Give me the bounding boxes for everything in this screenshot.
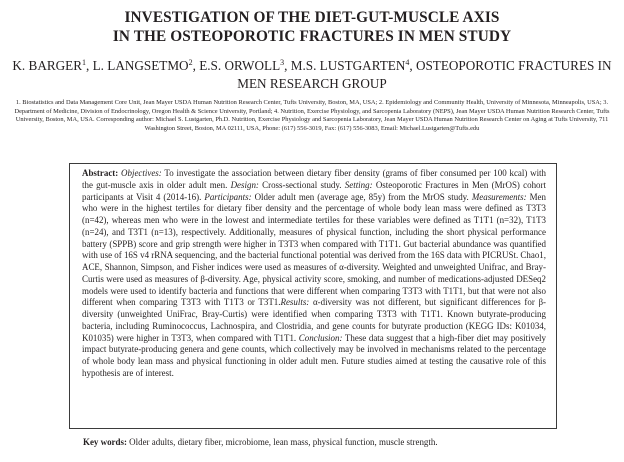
abstract-section-text: α-diversity was not different, but significant differences for β-diversity (unweighted UniFrac, Bray-Curtis) were identified when comparing T3T3 with T1T1. Known butyrate-producing bacteria, including Ruminococcus, Lachnospira, and Clostridia, and gene counts for butyrate production (KEGG IDs: K01034, K01035) were higher in T3T3, when compared with T1T1. bbox=[82, 297, 546, 343]
author-affiliation-number: 4 bbox=[405, 58, 410, 67]
title-line-2: IN THE OSTEOPOROTIC FRACTURES IN MEN STUDY bbox=[112, 28, 512, 45]
author-affiliation-number: 3 bbox=[280, 58, 285, 67]
keywords bbox=[83, 437, 553, 448]
abstract-section-heading: Design: bbox=[230, 179, 259, 190]
abstract-section-text: Older adult men (average age, 85y) from the MrOS study. bbox=[251, 191, 472, 202]
author-name: E.S. ORWOLL bbox=[199, 58, 281, 73]
abstract-section-text: Osteoporotic Fractures in Men (MrOS) cohort participants at Visit 4 (2014-16). bbox=[82, 179, 546, 202]
abstract-label: Abstract: bbox=[82, 168, 119, 178]
research-group: OSTEOPOROTIC FRACTURES IN MEN RESEARCH GROUP bbox=[237, 58, 612, 91]
keywords-label: Key words: bbox=[83, 437, 127, 447]
author-separator: , bbox=[86, 58, 93, 73]
abstract-section-heading: Measurements: bbox=[471, 191, 527, 202]
abstract-section-heading: Results: bbox=[280, 297, 310, 308]
abstract-section-heading: Objectives: bbox=[121, 168, 162, 178]
abstract-section-heading: Setting: bbox=[344, 179, 373, 190]
paper-title bbox=[0, 8, 624, 46]
keywords-text: Older adults, dietary fiber, microbiome, lean mass, physical function, muscle strength. bbox=[126, 437, 438, 447]
author-separator: , bbox=[192, 58, 200, 73]
abstract-section-heading: Participants: bbox=[204, 191, 252, 202]
author-name: K. BARGER bbox=[12, 58, 83, 73]
abstract-section-text: Men who were in the highest tertiles for dietary fiber density and the percentage of whole body lean mass were defined as T3T3 (n=42), whereas men who were in the lowest and intermediate tertiles for these variables were defined as T1T1 (n=32), T1T3 (n=24), and T3T1 (n=13), respectively. Additionally, measures of physical function, including the short physical performance battery (SPPB) score and grip strength were higher in T3T3 when compared with T1T1. Gut bacterial abundance was quantified with use of 16S v4 rRNA sequencing, and the bacterial functional potential was derived from the 16S data with PICRUSt. Chao1, ACE, Shannon, Simpson, and Fisher indices were used as measures of α-diversity. Weighted and unweighted Unifrac, and Bray-Curtis were used as measures of β-diversity. Age, physical activity score, smoking, and number of medications-adjusted DESeq2 models were used to identify bacteria and functions that were different when comparing T3T3 with T1T1, but that were not also different when comparing T3T3 with T1T3 or T3T1. bbox=[82, 191, 546, 308]
abstract-section-text: These data suggest that a high-fiber diet may positively impact butyrate-producing genera and gene counts, which collectively may be involved in mechanisms related to the percentage of whole body lean mass and physical functioning in older adult men. Future studies aimed at testing the causative role of this hypothesis are of interest. bbox=[82, 332, 546, 378]
author-name: M.S. LUSTGARTEN bbox=[290, 58, 406, 73]
author-list bbox=[0, 57, 624, 93]
author-separator: , bbox=[409, 58, 416, 73]
abstract-box bbox=[69, 163, 557, 429]
author-affiliation-number: 1 bbox=[82, 58, 87, 67]
abstract-section-heading: Conclusion: bbox=[298, 332, 343, 343]
abstract-section-text: To investigate the association between dietary fiber density (grams of fiber consumed per 100 kcal) with the gut-muscle axis in older adult men. bbox=[82, 168, 547, 190]
abstract-section-text: Cross-sectional study. bbox=[258, 179, 345, 190]
affiliations: 1. Biostatistics and Data Management Core Unit, Jean Mayer USDA Human Nutrition Research Center, Tufts University, Boston, MA, USA; 2. Epidemiology and Community Health, University of Minnesota, Minneapolis, USA; 3. Department of Medicine, Division of Endocrinology, Oregon Health & Science University, Portland; 4. Nutrition, Exercise Physiology, and Sarcopenia Laboratory (NEPS), Jean Mayer USDA Human Nutrition Research Center, Tufts University, Boston, MA, USA. Corresponding author: Michael S. Lustgarten, Ph.D. Nutrition, Exercise Physiology and Sarcopenia Laboratory, Jean Mayer USDA Human Nutrition Research Center on Aging at Tufts University, 711 Washington Street, Boston, MA 02111, USA, Phone: (617) 556-3019, Fax: (617) 556-3083, Email: Michael.Lustgarten@Tufts.edu bbox=[14, 99, 610, 132]
author-separator: , bbox=[284, 58, 291, 73]
author-name: L. LANGSETMO bbox=[92, 58, 189, 73]
title-line-1: INVESTIGATION OF THE DIET-GUT-MUSCLE AXIS bbox=[124, 9, 500, 26]
author-affiliation-number: 2 bbox=[188, 58, 193, 67]
